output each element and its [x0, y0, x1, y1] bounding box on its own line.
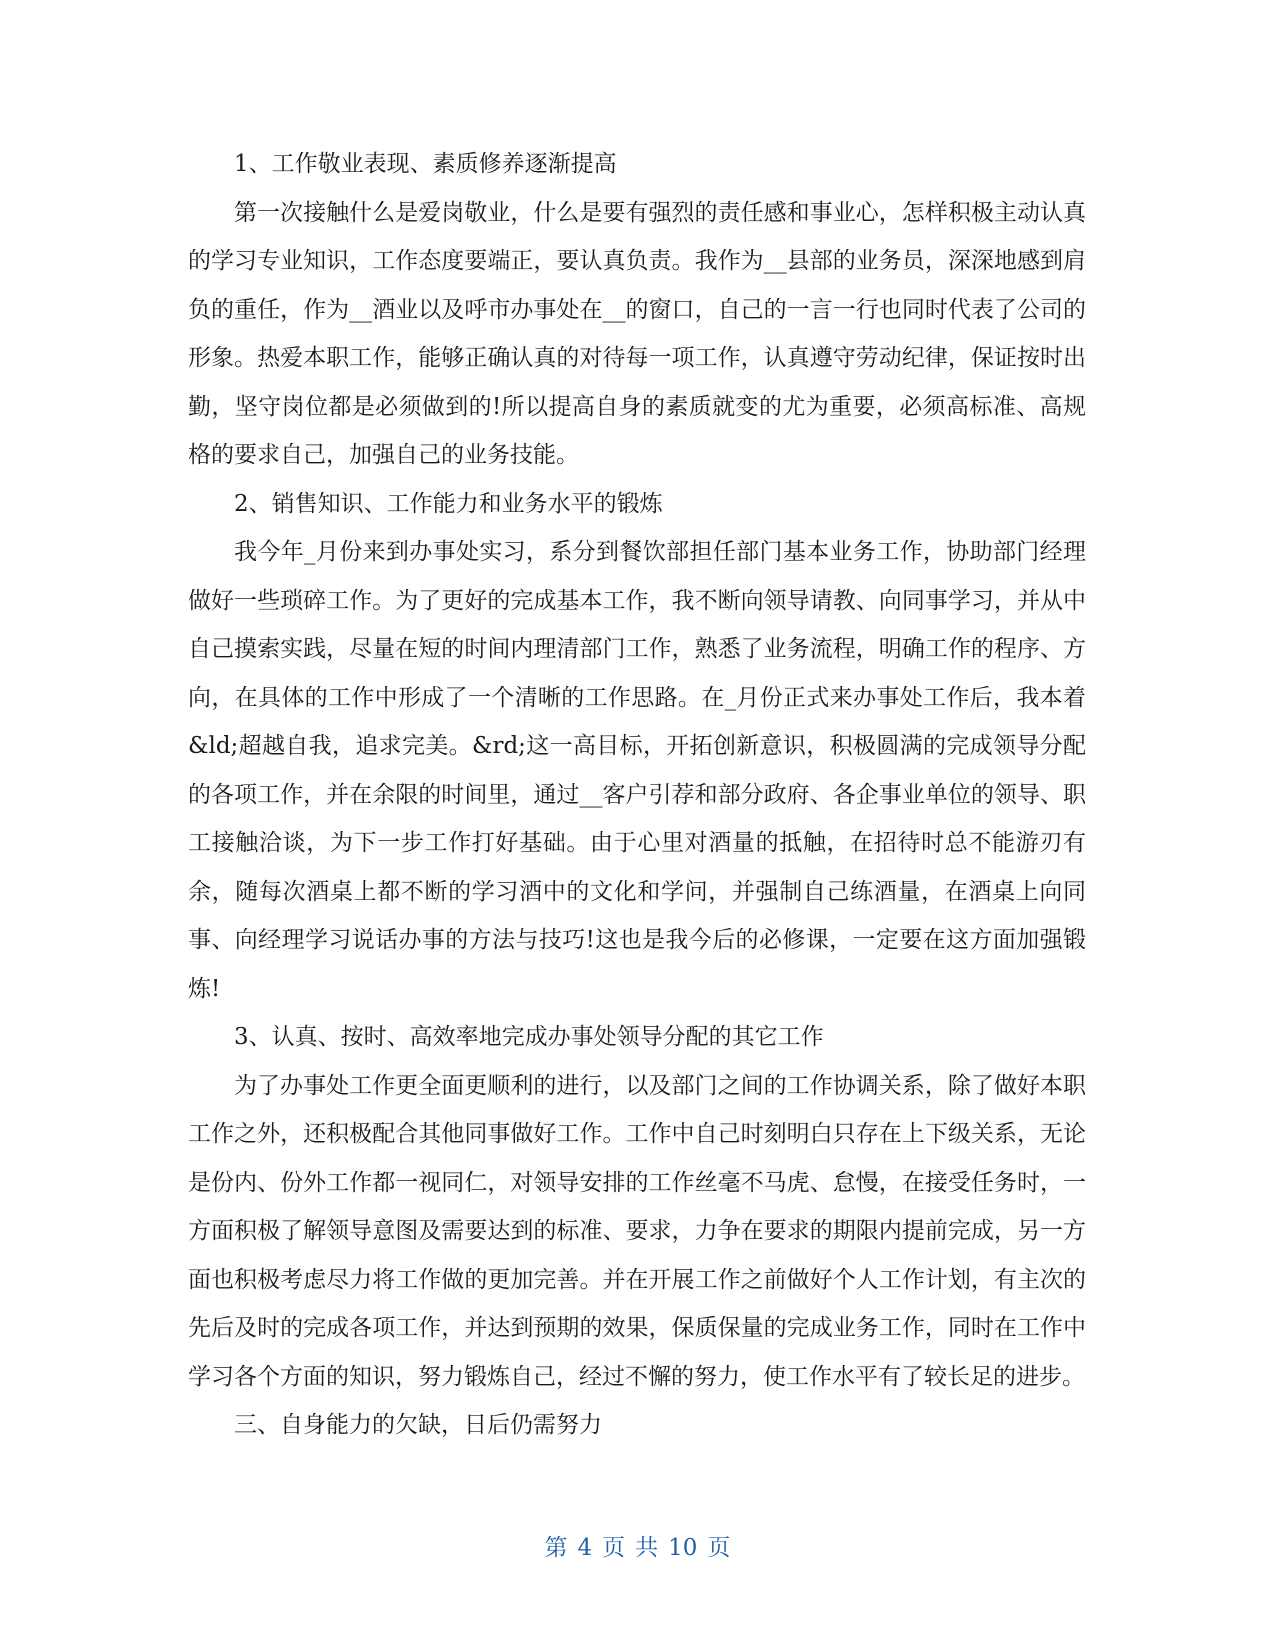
- section-3-paragraph: 为了办事处工作更全面更顺利的进行，以及部门之间的工作协调关系，除了做好本职工作之外，还积极配合其他同事做好工作。工作中自己时刻明白只存在上下级关系，无论是份内、份外工作都一视同仁，对领导安排的工作丝毫不马虎、怠慢，在接受任务时，一方面积极了解领导意图及需要达到的标准、要求，力争在要求的期限内提前完成，另一方面也积极考虑尽力将工作做的更加完善。并在开展工作之前做好个人工作计划，有主次的先后及时的完成各项工作，并达到预期的效果，保质保量的完成业务工作，同时在工作中学习各个方面的知识，努力锻炼自己，经过不懈的努力，使工作水平有了较长足的进步。: [188, 1072, 1086, 1390]
- section-1-heading: 1、工作敬业表现、素质修养逐渐提高: [234, 151, 617, 177]
- final-section-heading: 三、自身能力的欠缺，日后仍需努力: [234, 1412, 602, 1438]
- document-body: [188, 140, 1086, 1450]
- footer-current-page: 4: [577, 1535, 593, 1561]
- footer-prefix: 第: [544, 1535, 568, 1561]
- footer-total-word: 共: [635, 1535, 659, 1561]
- footer-total-pages: 10: [668, 1535, 698, 1561]
- section-2-paragraph: 我今年_月份来到办事处实习，系分到餐饮部担任部门基本业务工作，协助部门经理做好一些琐碎工作。为了更好的完成基本工作，我不断向领导请教、向同事学习，并从中自己摸索实践，尽量在短的时间内理清部门工作，熟悉了业务流程，明确工作的程序、方向，在具体的工作中形成了一个清晰的工作思路。在_月份正式来办事处工作后，我本着&ld;超越自我，追求完美。&rd;这一高目标，开拓创新意识，积极圆满的完成领导分配的各项工作，并在余限的时间里，通过__客户引荐和部分政府、各企事业单位的领导、职工接触洽谈，为下一步工作打好基础。由于心里对酒量的抵触，在招待时总不能游刃有余，随每次酒桌上都不断的学习酒中的文化和学问，并强制自己练酒量，在酒桌上向同事、向经理学习说话办事的方法与技巧!这也是我今后的必修课，一定要在这方面加强锻炼!: [188, 539, 1086, 1002]
- footer-suffix: 页: [707, 1535, 731, 1561]
- section-1-paragraph: 第一次接触什么是爱岗敬业，什么是要有强烈的责任感和事业心，怎样积极主动认真的学习专业知识，工作态度要端正，要认真负责。我作为__县部的业务员，深深地感到肩负的重任，作为__酒业以及呼市办事处在__的窗口，自己的一言一行也同时代表了公司的形象。热爱本职工作，能够正确认真的对待每一项工作，认真遵守劳动纪律，保证按时出勤，坚守岗位都是必须做到的!所以提高自身的素质就变的尤为重要，必须高标准、高规格的要求自己，加强自己的业务技能。: [188, 199, 1086, 468]
- footer-page-word: 页: [602, 1535, 626, 1561]
- section-2-heading: 2、销售知识、工作能力和业务水平的锻炼: [234, 490, 663, 517]
- section-3-heading: 3、认真、按时、高效率地完成办事处领导分配的其它工作: [234, 1024, 824, 1050]
- page-footer: [0, 1532, 1275, 1564]
